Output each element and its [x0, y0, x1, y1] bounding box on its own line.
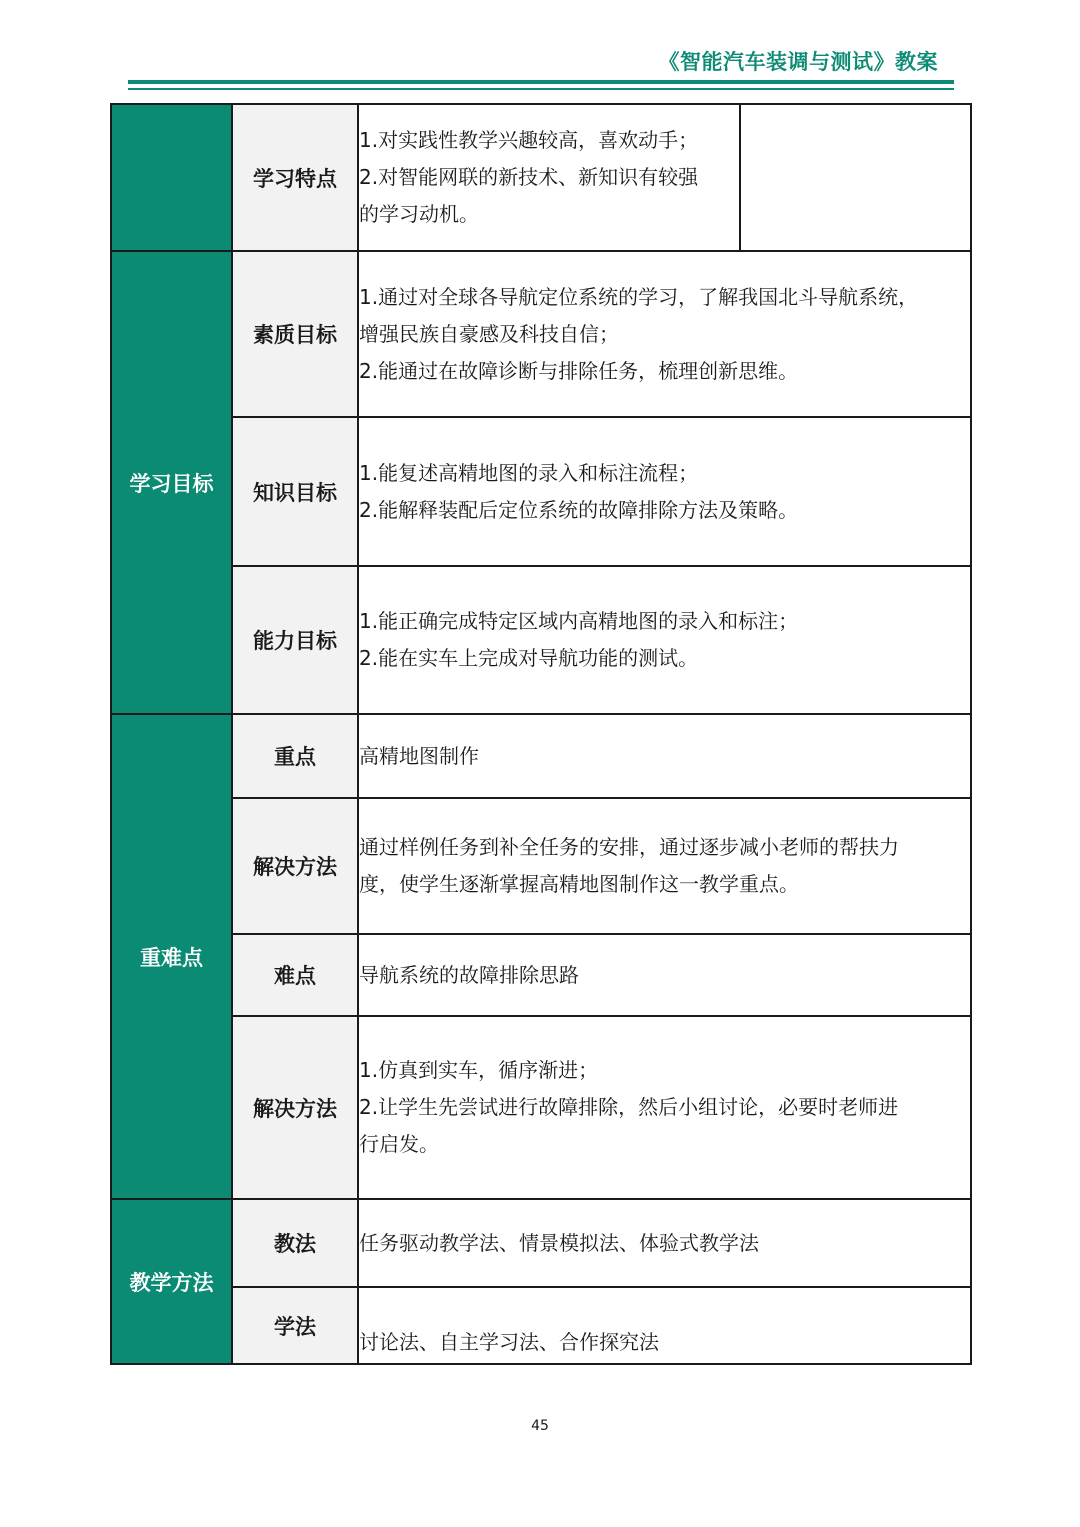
focus-solution-content — [358, 798, 971, 934]
content-line: 1.能正确完成特定区域内高精地图的录入和标注； — [359, 609, 799, 633]
table-row — [111, 934, 971, 1016]
row-label-ability-goal: 能力目标 — [232, 566, 358, 714]
blank-cell — [740, 104, 971, 251]
table-row — [111, 798, 971, 934]
table-row — [111, 1199, 971, 1287]
row-label-teaching-method: 教法 — [232, 1199, 358, 1287]
content-line: 的学习动机。 — [359, 202, 479, 226]
quality-goal-content — [358, 251, 971, 417]
table-row — [111, 251, 971, 417]
difficulty-solution-content — [358, 1016, 971, 1199]
table-row — [111, 1016, 971, 1199]
row-label-difficulty-solution: 解决方法 — [232, 1016, 358, 1199]
group-cell-empty — [111, 104, 232, 251]
group-label-key-points: 重难点 — [111, 714, 232, 1199]
row-label-difficulty: 难点 — [232, 934, 358, 1016]
content-line: 增强民族自豪感及科技自信； — [359, 321, 619, 346]
document-header-title: 《智能汽车装调与测试》教案 — [658, 50, 938, 74]
row-label-focus-solution: 解决方法 — [232, 798, 358, 934]
content-line: 2.能通过在故障诊断与排除任务，梳理创新思维。 — [359, 358, 799, 383]
difficulty-content: 导航系统的故障排除思路 — [358, 934, 971, 1016]
content-line: 2.对智能网联的新技术、新知识有较强 — [359, 165, 699, 189]
table-row — [111, 417, 971, 566]
content-line: 1.通过对全球各导航定位系统的学习，了解我国北斗导航系统， — [359, 284, 919, 309]
row-label-knowledge-goal: 知识目标 — [232, 417, 358, 566]
teaching-method-content: 任务驱动教学法、情景模拟法、体验式教学法 — [358, 1199, 971, 1287]
row-label-study-traits: 学习特点 — [232, 104, 358, 251]
ability-goal-content — [358, 566, 971, 714]
content-line: 1.对实践性教学兴趣较高，喜欢动手； — [359, 128, 699, 152]
header-rule-thin — [128, 88, 954, 90]
row-label-focus: 重点 — [232, 714, 358, 798]
study-traits-content — [358, 104, 740, 251]
group-label-teaching-methods: 教学方法 — [111, 1199, 232, 1364]
content-line: 2.让学生先尝试进行故障排除，然后小组讨论，必要时老师进 — [359, 1095, 899, 1119]
table-row — [111, 1287, 971, 1364]
knowledge-goal-content — [358, 417, 971, 566]
content-line: 行启发。 — [359, 1132, 439, 1156]
content-line: 2.能解释装配后定位系统的故障排除方法及策略。 — [359, 497, 799, 522]
focus-content: 高精地图制作 — [358, 714, 971, 798]
content-line: 1.能复述高精地图的录入和标注流程； — [359, 460, 699, 485]
row-label-quality-goal: 素质目标 — [232, 251, 358, 417]
content-line: 通过样例任务到补全任务的安排，通过逐步减小老师的帮扶力 — [359, 835, 899, 859]
group-label-learning-goals: 学习目标 — [111, 251, 232, 714]
lesson-plan-table — [110, 103, 972, 1365]
content-line: 1.仿真到实车，循序渐进； — [359, 1058, 599, 1082]
table-row — [111, 566, 971, 714]
header-rule-thick — [128, 80, 954, 84]
row-label-learning-method: 学法 — [232, 1287, 358, 1364]
page-number: 45 — [531, 1418, 549, 1434]
table-row — [111, 714, 971, 798]
learning-method-content: 讨论法、自主学习法、合作探究法 — [358, 1287, 971, 1364]
table-row — [111, 104, 971, 251]
content-line: 2.能在实车上完成对导航功能的测试。 — [359, 646, 699, 670]
content-line: 度，使学生逐渐掌握高精地图制作这一教学重点。 — [359, 872, 799, 896]
